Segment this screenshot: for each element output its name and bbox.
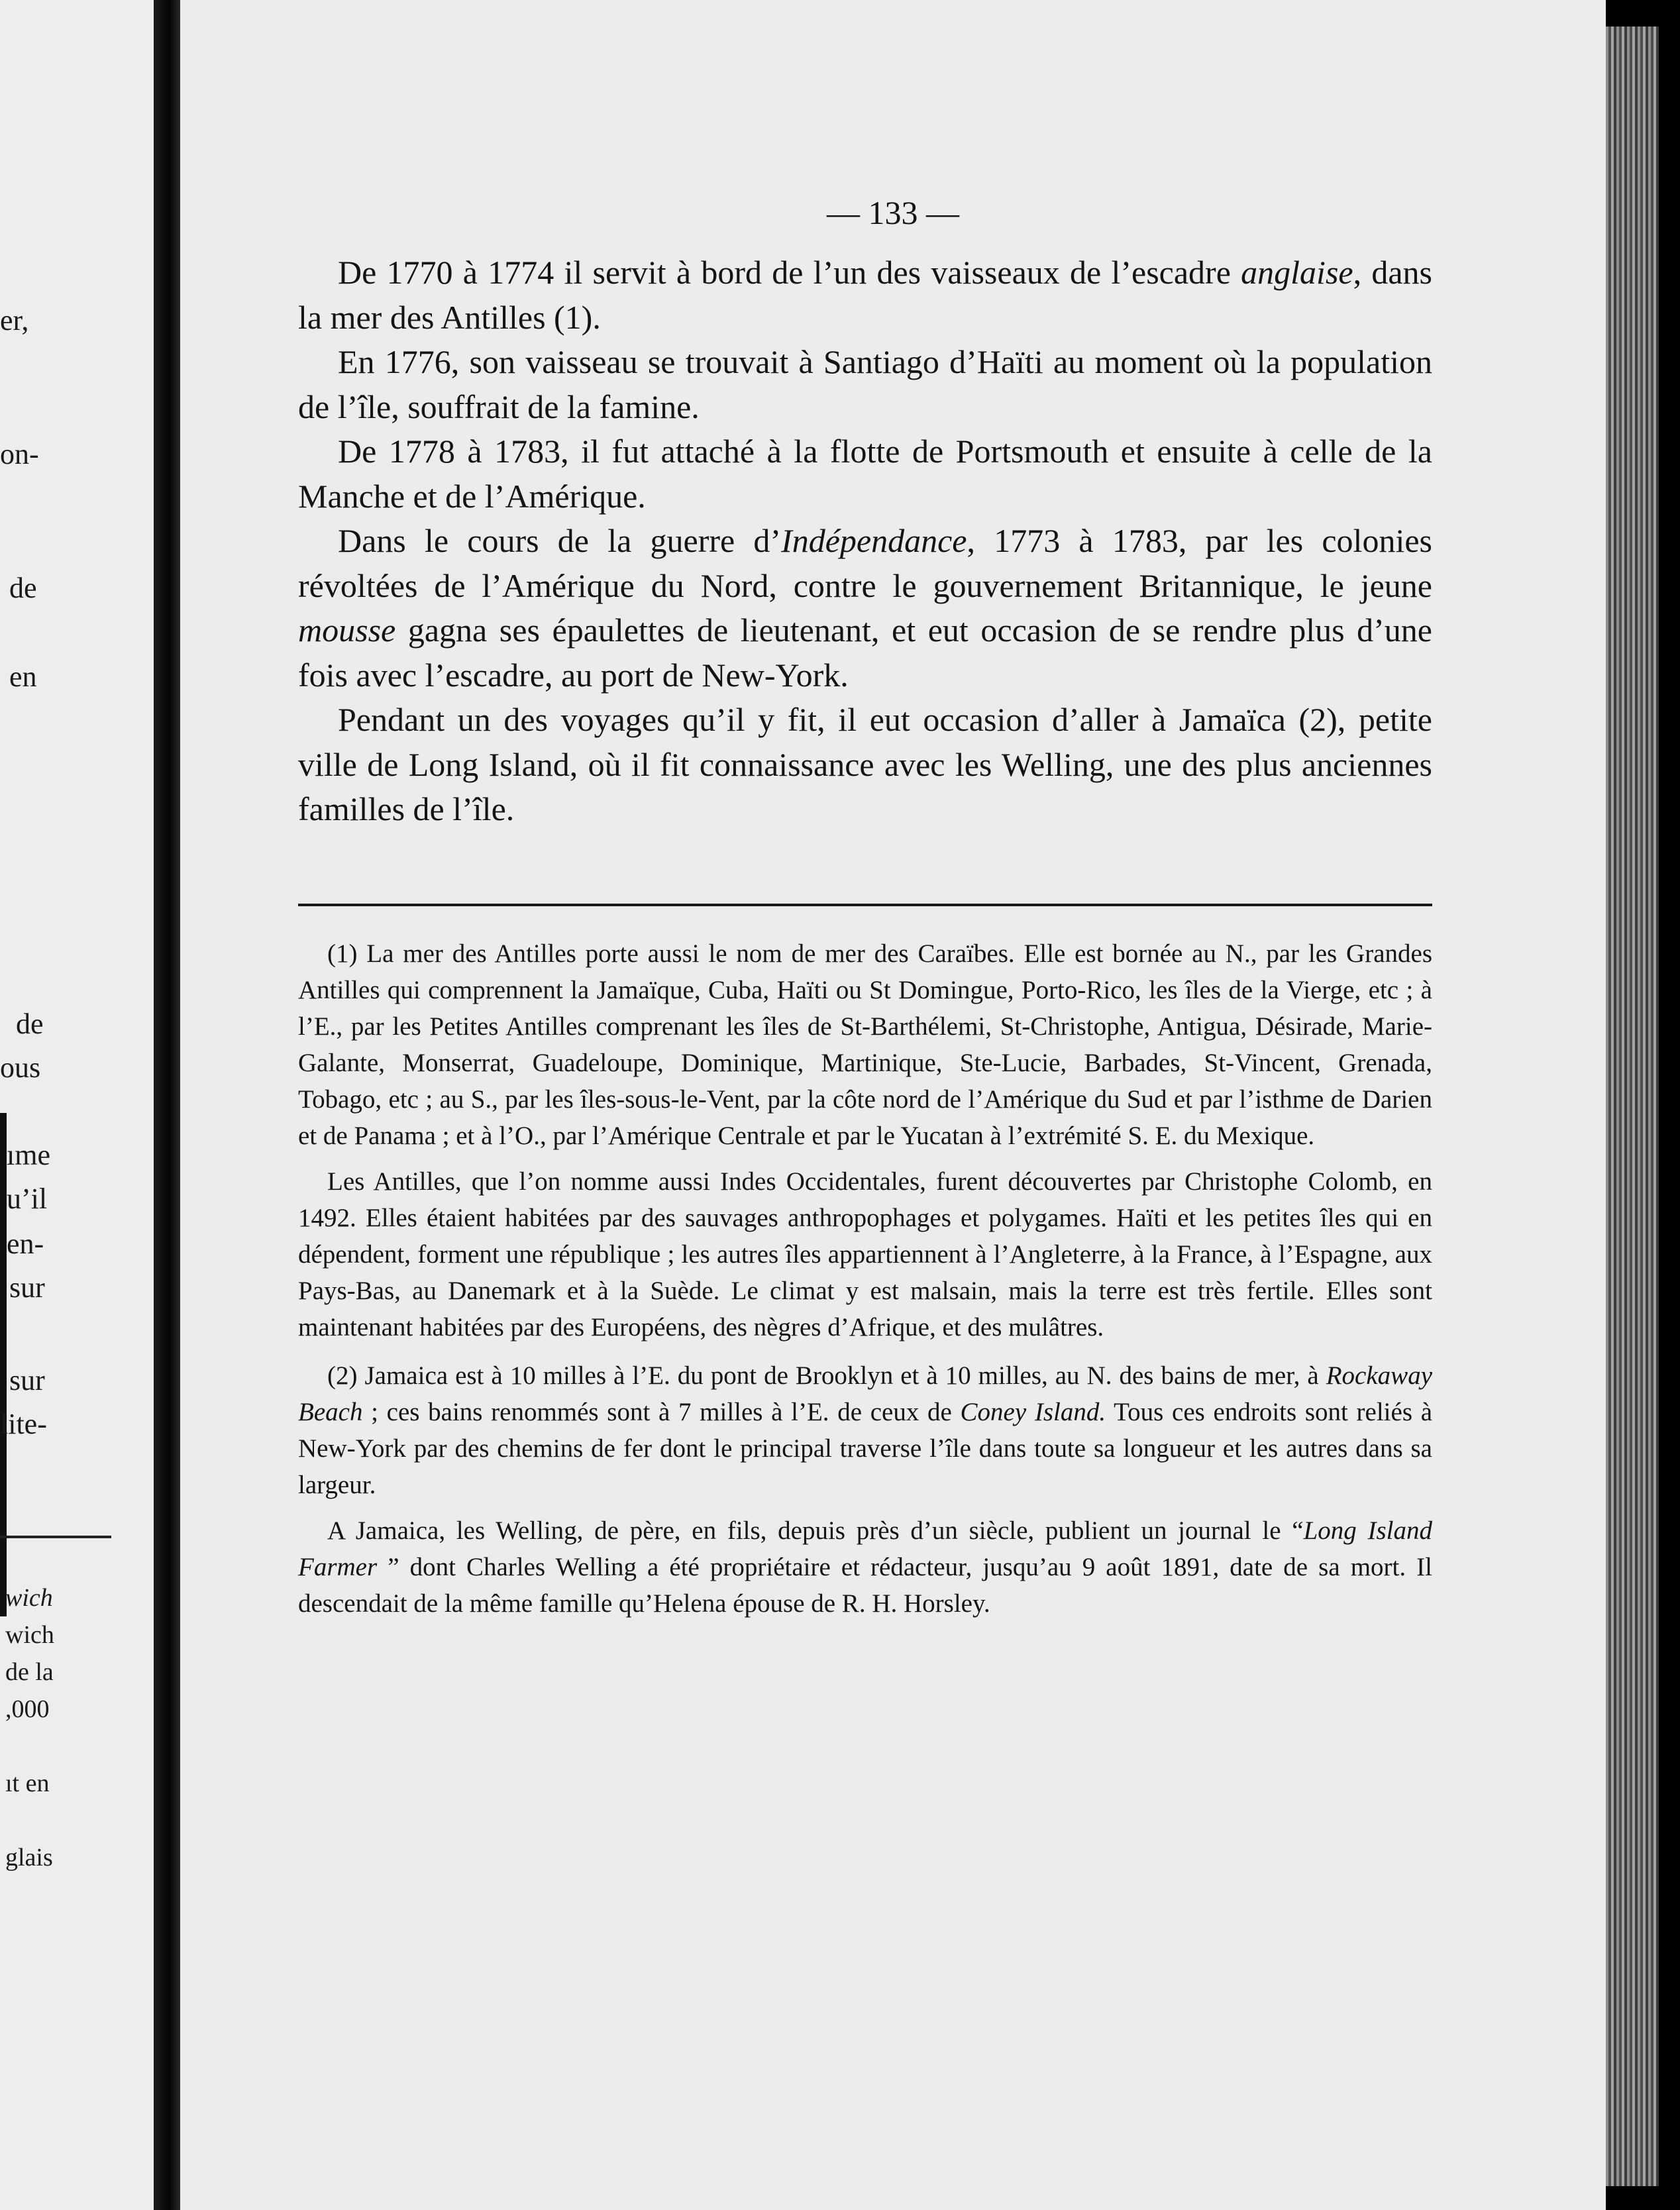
margin-fragment: wich — [5, 1621, 54, 1649]
margin-fragment: en- — [7, 1228, 44, 1260]
footnote-1-continued: Les Antilles, que l’on nomme aussi Indes Occidentales, furent découvertes par Christophe Colomb, en 1492. Elles étaient habitées par des sauvages anthropophages et polygames. Haïti et les petites îles qui en dépendent, forment une république ; les autres îles appartiennent à l’Angleterre, à la France, à l’Espagne, aux Pays-Bas, au Danemark et à la Suède. Le climat y est malsain, mais la terre est très fertile. Elles sont maintenant habitées par des Européens, des nègres d’Afrique, et des mulâtres. — [298, 1167, 1432, 1342]
page-number: — 133 — — [827, 194, 959, 231]
margin-rule — [0, 1536, 111, 1538]
margin-fragment: ıme — [7, 1139, 50, 1171]
margin-fragment: u’il — [7, 1183, 48, 1215]
margin-fragment: ,000 — [5, 1695, 50, 1723]
margin-fragment: de — [16, 1008, 44, 1040]
footnote-2: (2) Jamaica est à 10 milles à l’E. du pont de Brooklyn et à 10 milles, au N. des bains de mer, à Rockaway Beach ; ces bains renommés sont à 7 milles à l’E. de ceux de Coney Island. Tous ces endroits sont reliés à New-York par des chemins de fer dont le principal traverse l’île dans toute sa longueur et les autres dans sa largeur. — [298, 1361, 1433, 1499]
margin-fragment: wich — [5, 1584, 53, 1612]
footnote-separator — [298, 904, 1432, 906]
footnote-2-continued: A Jamaica, les Welling, de père, en fils, depuis près d’un siècle, publient un journal le “Long Island Farmer ” dont Charles Welling a été propriétaire et rédacteur, jusqu’au 9 août 1891, date de sa mort. Il descendait de la même famille qu’Helena épouse de R. H. Horsley. — [298, 1516, 1432, 1618]
margin-fragment: lite- — [0, 1408, 47, 1440]
margin-fragment: glais — [5, 1844, 53, 1871]
facing-page-fragment — [0, 0, 154, 2210]
margin-fragment: sur — [9, 1364, 45, 1396]
margin-fragment: en — [9, 660, 37, 693]
paragraph: De 1770 à 1774 il servit à bord de l’un des vaisseaux de l’escadre anglaise, dans la mer des Antilles (1). — [298, 254, 1432, 336]
binding-shadow — [0, 1113, 7, 1616]
paragraph: Pendant un des voyages qu’il y fit, il eut occasion d’aller à Jamaïca (2), petite ville de Long Island, où il fit connaissance avec les Welling, une des plus anciennes familles de l’île. — [298, 701, 1432, 827]
paragraph: De 1778 à 1783, il fut attaché à la flotte de Portsmouth et ensuite à celle de la Manche et de l’Amérique. — [298, 433, 1432, 515]
margin-fragment: de — [9, 572, 37, 604]
paragraph: Dans le cours de la guerre d’Indépendance, 1773 à 1783, par les colonies révoltées de l’Amérique du Nord, contre le gouvernement Britannique, le jeune mousse gagna ses épaulettes de lieutenant, et eut occasion de se rendre plus d’une fois avec l’escadre, au port de New-York. — [298, 522, 1432, 694]
margin-fragment: ous — [0, 1051, 41, 1084]
footnotes — [298, 935, 1432, 1631]
margin-fragment: on- — [0, 438, 39, 470]
margin-fragment: er, — [0, 304, 29, 337]
page-stack-edge — [1606, 26, 1659, 2186]
paragraph: En 1776, son vaisseau se trouvait à Santiago d’Haïti au moment où la population de l’île, souffrait de la famine. — [298, 343, 1432, 425]
margin-fragment: sur — [9, 1271, 45, 1304]
footnote-1: (1) La mer des Antilles porte aussi le nom de mer des Caraïbes. Elle est bornée au N., par les Grandes Antilles qui comprennent la Jamaïque, Cuba, Haïti ou St Domingue, Porto-Rico, les îles de la Vierge, etc ; à l’E., par les Petites Antilles comprenant les îles de St-Barthélemi, St-Christophe, Antigua, Désirade, Marie-Galante, Monserrat, Guadeloupe, Dominique, Martinique, Ste-Lucie, Barbades, St-Vincent, Grenada, Tobago, etc ; au S., par les îles-sous-le-Vent, par la côte nord de l’Amérique du Sud et par l’isthme de Darien et de Panama ; et à l’O., par l’Amérique Centrale et par le Yucatan à l’extrémité S. E. du Mexique. — [298, 939, 1432, 1150]
margin-fragment: de la — [5, 1658, 54, 1686]
document-page — [180, 0, 1606, 2210]
main-text — [298, 250, 1432, 832]
margin-fragment: ıt en — [5, 1769, 50, 1797]
book-gutter — [154, 0, 180, 2210]
